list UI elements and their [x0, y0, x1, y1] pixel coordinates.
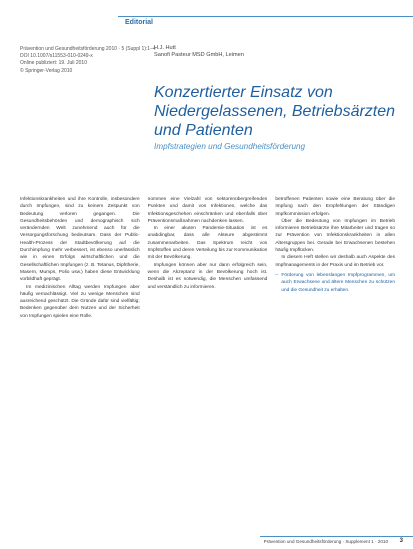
paragraph: Infektionskrankheiten und ihre Kontrolle, insbesondere durch Impfungen, sind zu keinem Zeitpunkt von Bedeutung verloren gegangen. Die Gesundheitsbehörden und demographisch sich verändernden Welt zunehmend auch für die Versorgungsforschung bedeutsam. Dass der Public-Health-Prozess der Stadtbevölkerung auf die Durchimpfung mehr verbessert, ist ebenso unerlässlich wie in einen Erfolgs wirtschaftlichen und die Gesellschaftlichen Impfungen (z. B. Tetanus, Diphtherie, Masern, Mumps, Polio usw.) haben diese Entwicklung vorbildhaft geprägt. [20, 197, 140, 283]
paragraph: In diesem Heft stellen wir deshalb auch Aspekte des Impfmanagements in der Praxis und im Betrieb vor. [275, 255, 396, 268]
article-meta [20, 46, 156, 75]
meta-journal-line: Prävention und Gesundheitsförderung 2010 · 5 (Suppl 1):1–4 [20, 46, 156, 52]
page-header [0, 0, 413, 33]
page-footer [0, 536, 413, 549]
column-1 [20, 196, 140, 526]
meta-online-line: Online publiziert: 19. Juli 2010 [20, 60, 87, 67]
paragraph: Im medizinischen Alltag werden Impfungen aber häufig vernachlässigt. Viel zu wenige Menschen sind ausreichend geschützt. Die Gründe dafür sind vielfältig; Bedenken gegenüber dem Nutzen und der Sicherheit von Impfungen spielen eine Rolle. [20, 284, 140, 319]
paragraph: In einer akuten Pandemie-Situation ist es unabdingbar, dass alle Akteure abgestimmt zusammenarbeiten. Das Spektrum reicht von Impfstoffen und deren Verteilung bis zur Kommunikation mit der Bevölkerung. [147, 226, 268, 261]
article-title: Konzertierter Einsatz von Niedergelassenen, Betriebsärzten und Patienten [154, 84, 396, 139]
column-2 [148, 196, 268, 526]
bullet-item: – Förderung von lebenslangen Impfprogrammen, um auch Erwachsene und ältere Menschen zu schützen und die Gesundheit zu erhalten. [275, 272, 395, 294]
article-subtitle: Impfstrategien und Gesundheitsförderung [154, 142, 306, 151]
column-3 [275, 196, 395, 526]
author-block [154, 45, 244, 59]
footer-journal: Prävention und Gesundheitsförderung · Supplement 1 · 2010 [263, 539, 388, 544]
paragraph: Impfungen können aber nur dann erfolgreich sein, wenn die Akzeptanz in der Bevölkerung hoch ist. Deshalb ist es notwendig, die Menschen umfassend und verständlich zu informieren. [147, 262, 268, 290]
paragraph: nommen eine Vielzahl von sektorenübergreifenden Punkten und damit von Infektionen, welche das Infektionsgeschehen einschränken und ebenfalls über Präventionsmaßnahmen nachdenken lassen. [147, 197, 268, 224]
author-affiliation: Sanofi Pasteur MSD GmbH, Leimen [154, 52, 244, 59]
body-text [20, 196, 395, 526]
author-name: H.J. Hutt [154, 45, 176, 51]
page-number: 3 [399, 538, 403, 544]
meta-copyright-line: © Springer-Verlag 2010 [20, 67, 73, 74]
paragraph: Über die Bedeutung von Impfungen im Betrieb informieren Betriebsärzte ihre Mitarbeiter und tragen so zur Prävention von Infektionskrankheiten in allen Altersgruppen bei. Gerade bei Erwachsenen bestehen häufig Impflücken. [275, 218, 396, 254]
header-rule [118, 16, 413, 17]
section-label: Editorial [125, 19, 154, 26]
meta-doi-line: DOI 10.1007/s11553-010-0249-x [20, 53, 93, 60]
footer-rule [260, 536, 413, 537]
paragraph: betroffenen Patienten sowie eine Beratung über die Impfung nach den Empfehlungen der Ständigen Impfkommission erfolgen. [275, 197, 396, 217]
